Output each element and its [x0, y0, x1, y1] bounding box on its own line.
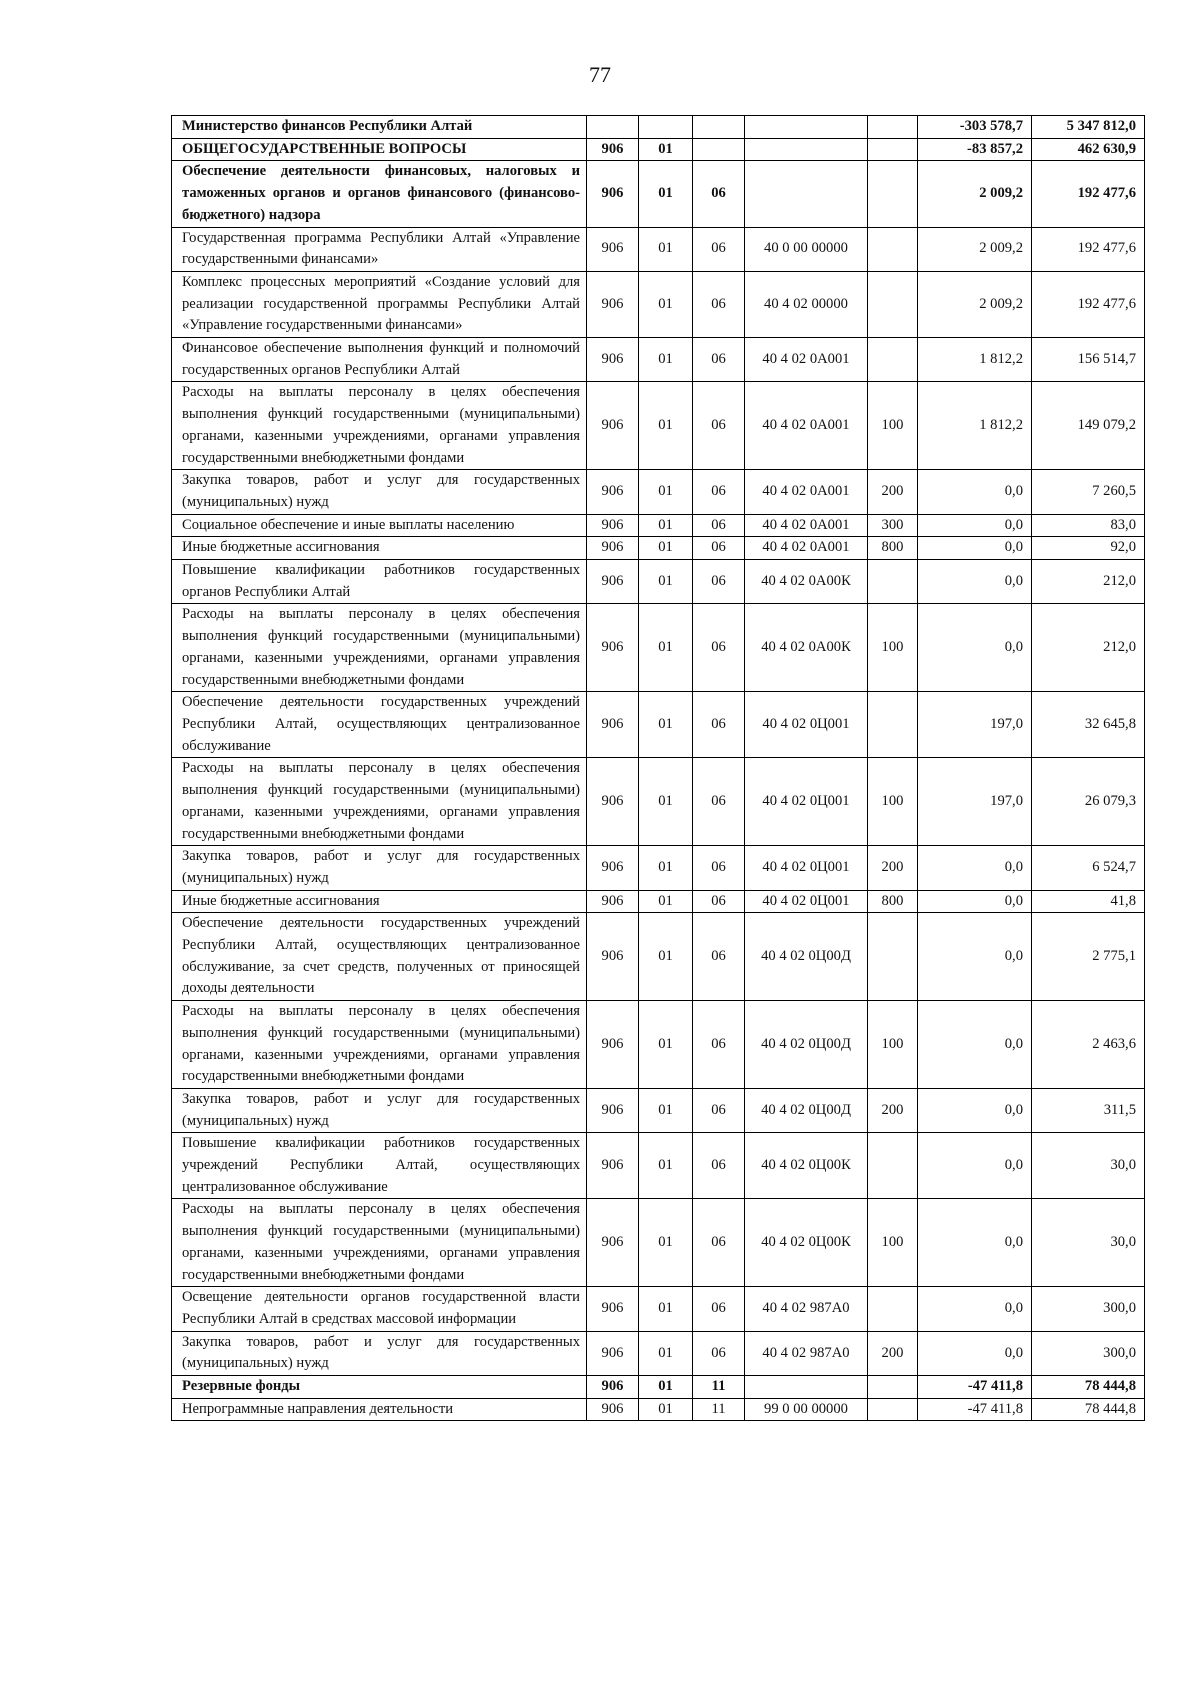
- row-expense-type: [868, 338, 918, 382]
- row-grbs-code: 906: [587, 537, 639, 560]
- table-row: [172, 537, 1145, 560]
- row-amount-total: 2 463,6: [1032, 1001, 1145, 1089]
- row-amount-change: 0,0: [918, 604, 1032, 692]
- row-amount-total: 92,0: [1032, 537, 1145, 560]
- row-grbs-code: 906: [587, 1199, 639, 1287]
- row-section-code: 01: [639, 338, 693, 382]
- row-section-code: [639, 116, 693, 139]
- row-name: Комплекс процессных мероприятий «Создание условий для реализации государственной программы Республики Алтай «Управление государственными финансами»: [172, 271, 587, 337]
- row-section-code: 01: [639, 161, 693, 227]
- row-grbs-code: 906: [587, 846, 639, 890]
- row-target-article: 40 4 02 0Ц001: [745, 692, 868, 758]
- row-amount-change: 0,0: [918, 1001, 1032, 1089]
- row-section-code: 01: [639, 846, 693, 890]
- row-name: Расходы на выплаты персоналу в целях обеспечения выполнения функций государственными (муниципальными) органами, казенными учреждениями, органами управления государственными внебюджетными фондами: [172, 1001, 587, 1089]
- row-amount-total: 2 775,1: [1032, 913, 1145, 1001]
- row-target-article: [745, 116, 868, 139]
- row-amount-total: 30,0: [1032, 1133, 1145, 1199]
- row-amount-change: 0,0: [918, 1287, 1032, 1331]
- row-name: Социальное обеспечение и иные выплаты населению: [172, 514, 587, 537]
- row-subsection-code: 06: [693, 1331, 745, 1375]
- row-grbs-code: 906: [587, 913, 639, 1001]
- row-subsection-code: 06: [693, 271, 745, 337]
- row-subsection-code: 06: [693, 514, 745, 537]
- row-section-code: 01: [639, 913, 693, 1001]
- row-amount-change: 0,0: [918, 514, 1032, 537]
- row-section-code: 01: [639, 1287, 693, 1331]
- row-target-article: 40 4 02 0Ц001: [745, 846, 868, 890]
- row-section-code: 01: [639, 692, 693, 758]
- row-section-code: 01: [639, 1133, 693, 1199]
- row-amount-change: 2 009,2: [918, 227, 1032, 271]
- row-amount-total: 30,0: [1032, 1199, 1145, 1287]
- row-expense-type: 100: [868, 604, 918, 692]
- row-subsection-code: 06: [693, 1001, 745, 1089]
- row-section-code: 01: [639, 1001, 693, 1089]
- row-expense-type: 800: [868, 537, 918, 560]
- row-amount-total: 192 477,6: [1032, 271, 1145, 337]
- row-target-article: 40 4 02 0А001: [745, 537, 868, 560]
- row-amount-change: 0,0: [918, 1199, 1032, 1287]
- row-target-article: 40 4 02 0Ц00Д: [745, 913, 868, 1001]
- row-grbs-code: 906: [587, 161, 639, 227]
- table-row: [172, 1001, 1145, 1089]
- table-row: [172, 1287, 1145, 1331]
- row-subsection-code: 06: [693, 161, 745, 227]
- row-target-article: [745, 161, 868, 227]
- row-amount-total: 41,8: [1032, 890, 1145, 913]
- row-subsection-code: 06: [693, 604, 745, 692]
- row-amount-change: 0,0: [918, 470, 1032, 514]
- row-subsection-code: 06: [693, 1133, 745, 1199]
- row-subsection-code: 11: [693, 1398, 745, 1421]
- row-target-article: 40 4 02 0А001: [745, 382, 868, 470]
- row-name: Непрограммные направления деятельности: [172, 1398, 587, 1421]
- row-section-code: 01: [639, 1331, 693, 1375]
- row-amount-total: 5 347 812,0: [1032, 116, 1145, 139]
- row-section-code: 01: [639, 1376, 693, 1399]
- row-expense-type: [868, 1376, 918, 1399]
- row-target-article: 40 4 02 0Ц00К: [745, 1133, 868, 1199]
- row-subsection-code: 06: [693, 913, 745, 1001]
- row-name: Закупка товаров, работ и услуг для государственных (муниципальных) нужд: [172, 846, 587, 890]
- row-amount-total: 83,0: [1032, 514, 1145, 537]
- row-section-code: 01: [639, 758, 693, 846]
- row-expense-type: 100: [868, 1199, 918, 1287]
- row-amount-total: 6 524,7: [1032, 846, 1145, 890]
- row-amount-change: -47 411,8: [918, 1398, 1032, 1421]
- row-expense-type: [868, 1133, 918, 1199]
- row-name: Министерство финансов Республики Алтай: [172, 116, 587, 139]
- row-section-code: 01: [639, 227, 693, 271]
- row-amount-change: 197,0: [918, 758, 1032, 846]
- table-row: [172, 514, 1145, 537]
- table-row: [172, 846, 1145, 890]
- table-row: [172, 382, 1145, 470]
- row-amount-total: 32 645,8: [1032, 692, 1145, 758]
- row-grbs-code: 906: [587, 1287, 639, 1331]
- row-amount-change: 0,0: [918, 1088, 1032, 1132]
- table-row: [172, 560, 1145, 604]
- row-grbs-code: 906: [587, 271, 639, 337]
- row-amount-change: 0,0: [918, 1133, 1032, 1199]
- row-amount-total: 149 079,2: [1032, 382, 1145, 470]
- row-grbs-code: 906: [587, 470, 639, 514]
- row-subsection-code: 06: [693, 1199, 745, 1287]
- row-section-code: 01: [639, 1088, 693, 1132]
- row-grbs-code: 906: [587, 1376, 639, 1399]
- row-subsection-code: 06: [693, 846, 745, 890]
- row-target-article: 40 4 02 00000: [745, 271, 868, 337]
- row-grbs-code: 906: [587, 1398, 639, 1421]
- row-subsection-code: 06: [693, 1088, 745, 1132]
- row-section-code: 01: [639, 537, 693, 560]
- row-grbs-code: 906: [587, 1331, 639, 1375]
- budget-table: [171, 115, 1145, 1421]
- row-amount-change: 0,0: [918, 1331, 1032, 1375]
- budget-table-body: [172, 116, 1145, 1421]
- row-expense-type: 100: [868, 382, 918, 470]
- row-grbs-code: 906: [587, 604, 639, 692]
- row-target-article: 40 4 02 0А001: [745, 470, 868, 514]
- table-row: [172, 890, 1145, 913]
- row-target-article: 40 4 02 0Ц001: [745, 890, 868, 913]
- row-subsection-code: 11: [693, 1376, 745, 1399]
- row-target-article: [745, 1376, 868, 1399]
- row-name: Расходы на выплаты персоналу в целях обеспечения выполнения функций государственными (муниципальными) органами, казенными учреждениями, органами управления государственными внебюджетными фондами: [172, 758, 587, 846]
- row-name: Обеспечение деятельности финансовых, налоговых и таможенных органов и органов финансового (финансово-бюджетного) надзора: [172, 161, 587, 227]
- row-grbs-code: [587, 116, 639, 139]
- row-amount-total: 462 630,9: [1032, 138, 1145, 161]
- row-grbs-code: 906: [587, 1088, 639, 1132]
- row-amount-total: 78 444,8: [1032, 1398, 1145, 1421]
- table-row: [172, 1199, 1145, 1287]
- row-amount-change: 197,0: [918, 692, 1032, 758]
- row-target-article: 40 4 02 0А00К: [745, 604, 868, 692]
- table-row: [172, 1376, 1145, 1399]
- table-row: [172, 161, 1145, 227]
- row-amount-total: 300,0: [1032, 1287, 1145, 1331]
- row-section-code: 01: [639, 890, 693, 913]
- row-grbs-code: 906: [587, 692, 639, 758]
- row-amount-total: 7 260,5: [1032, 470, 1145, 514]
- row-amount-change: 0,0: [918, 560, 1032, 604]
- table-row: [172, 227, 1145, 271]
- table-row: [172, 1088, 1145, 1132]
- row-target-article: 40 4 02 0А001: [745, 338, 868, 382]
- row-name: Расходы на выплаты персоналу в целях обеспечения выполнения функций государственными (муниципальными) органами, казенными учреждениями, органами управления государственными внебюджетными фондами: [172, 604, 587, 692]
- row-target-article: 99 0 00 00000: [745, 1398, 868, 1421]
- row-amount-change: -303 578,7: [918, 116, 1032, 139]
- row-name: Расходы на выплаты персоналу в целях обеспечения выполнения функций государственными (муниципальными) органами, казенными учреждениями, органами управления государственными внебюджетными фондами: [172, 1199, 587, 1287]
- row-amount-change: 1 812,2: [918, 338, 1032, 382]
- row-section-code: 01: [639, 560, 693, 604]
- row-amount-total: 212,0: [1032, 604, 1145, 692]
- row-expense-type: 100: [868, 1001, 918, 1089]
- row-expense-type: [868, 1287, 918, 1331]
- row-amount-total: 78 444,8: [1032, 1376, 1145, 1399]
- table-row: [172, 116, 1145, 139]
- row-name: Государственная программа Республики Алтай «Управление государственными финансами»: [172, 227, 587, 271]
- row-expense-type: [868, 271, 918, 337]
- row-amount-total: 192 477,6: [1032, 161, 1145, 227]
- row-name: Повышение квалификации работников государственных органов Республики Алтай: [172, 560, 587, 604]
- row-name: Иные бюджетные ассигнования: [172, 890, 587, 913]
- table-row: [172, 692, 1145, 758]
- row-expense-type: [868, 227, 918, 271]
- row-expense-type: 200: [868, 1331, 918, 1375]
- row-amount-change: 0,0: [918, 846, 1032, 890]
- row-target-article: 40 4 02 0А001: [745, 514, 868, 537]
- row-name: Финансовое обеспечение выполнения функций и полномочий государственных органов Республики Алтай: [172, 338, 587, 382]
- row-amount-change: -83 857,2: [918, 138, 1032, 161]
- row-expense-type: [868, 560, 918, 604]
- row-grbs-code: 906: [587, 382, 639, 470]
- row-name: Закупка товаров, работ и услуг для государственных (муниципальных) нужд: [172, 1088, 587, 1132]
- row-expense-type: [868, 116, 918, 139]
- row-amount-change: 2 009,2: [918, 161, 1032, 227]
- row-subsection-code: 06: [693, 758, 745, 846]
- table-row: [172, 338, 1145, 382]
- row-target-article: 40 4 02 0Ц00Д: [745, 1001, 868, 1089]
- row-target-article: 40 0 00 00000: [745, 227, 868, 271]
- row-expense-type: [868, 1398, 918, 1421]
- table-row: [172, 1398, 1145, 1421]
- row-expense-type: 100: [868, 758, 918, 846]
- row-name: Обеспечение деятельности государственных учреждений Республики Алтай, осуществляющих централизованное обслуживание, за счет средств, полученных от приносящей доходы деятельности: [172, 913, 587, 1001]
- row-subsection-code: 06: [693, 560, 745, 604]
- table-row: [172, 271, 1145, 337]
- row-grbs-code: 906: [587, 758, 639, 846]
- row-grbs-code: 906: [587, 227, 639, 271]
- row-section-code: 01: [639, 382, 693, 470]
- row-target-article: [745, 138, 868, 161]
- row-amount-change: 0,0: [918, 890, 1032, 913]
- row-expense-type: [868, 692, 918, 758]
- row-section-code: 01: [639, 1199, 693, 1287]
- row-name: Освещение деятельности органов государственной власти Республики Алтай в средствах массовой информации: [172, 1287, 587, 1331]
- row-name: Обеспечение деятельности государственных учреждений Республики Алтай, осуществляющих централизованное обслуживание: [172, 692, 587, 758]
- row-name: ОБЩЕГОСУДАРСТВЕННЫЕ ВОПРОСЫ: [172, 138, 587, 161]
- row-subsection-code: [693, 138, 745, 161]
- row-name: Закупка товаров, работ и услуг для государственных (муниципальных) нужд: [172, 470, 587, 514]
- row-expense-type: 200: [868, 846, 918, 890]
- row-subsection-code: 06: [693, 227, 745, 271]
- row-amount-change: 2 009,2: [918, 271, 1032, 337]
- row-section-code: 01: [639, 470, 693, 514]
- row-grbs-code: 906: [587, 560, 639, 604]
- row-expense-type: [868, 161, 918, 227]
- row-target-article: 40 4 02 987А0: [745, 1287, 868, 1331]
- row-section-code: 01: [639, 604, 693, 692]
- row-name: Расходы на выплаты персоналу в целях обеспечения выполнения функций государственными (муниципальными) органами, казенными учреждениями, органами управления государственными внебюджетными фондами: [172, 382, 587, 470]
- row-amount-total: 300,0: [1032, 1331, 1145, 1375]
- table-row: [172, 913, 1145, 1001]
- row-target-article: 40 4 02 0А00К: [745, 560, 868, 604]
- table-row: [172, 1331, 1145, 1375]
- row-amount-total: 156 514,7: [1032, 338, 1145, 382]
- row-section-code: 01: [639, 271, 693, 337]
- row-grbs-code: 906: [587, 514, 639, 537]
- row-amount-change: 0,0: [918, 913, 1032, 1001]
- table-row: [172, 604, 1145, 692]
- row-expense-type: 200: [868, 470, 918, 514]
- row-section-code: 01: [639, 1398, 693, 1421]
- row-expense-type: 800: [868, 890, 918, 913]
- row-subsection-code: 06: [693, 382, 745, 470]
- table-row: [172, 470, 1145, 514]
- row-name: Иные бюджетные ассигнования: [172, 537, 587, 560]
- row-subsection-code: 06: [693, 890, 745, 913]
- row-grbs-code: 906: [587, 890, 639, 913]
- row-target-article: 40 4 02 987А0: [745, 1331, 868, 1375]
- row-target-article: 40 4 02 0Ц00К: [745, 1199, 868, 1287]
- row-amount-total: 212,0: [1032, 560, 1145, 604]
- row-amount-change: 1 812,2: [918, 382, 1032, 470]
- row-grbs-code: 906: [587, 1133, 639, 1199]
- row-expense-type: [868, 138, 918, 161]
- row-grbs-code: 906: [587, 1001, 639, 1089]
- table-row: [172, 1133, 1145, 1199]
- row-section-code: 01: [639, 138, 693, 161]
- row-amount-change: -47 411,8: [918, 1376, 1032, 1399]
- row-grbs-code: 906: [587, 138, 639, 161]
- row-name: Повышение квалификации работников государственных учреждений Республики Алтай, осуществляющих централизованное обслуживание: [172, 1133, 587, 1199]
- row-name: Закупка товаров, работ и услуг для государственных (муниципальных) нужд: [172, 1331, 587, 1375]
- row-subsection-code: 06: [693, 1287, 745, 1331]
- row-expense-type: 200: [868, 1088, 918, 1132]
- row-amount-total: 26 079,3: [1032, 758, 1145, 846]
- row-name: Резервные фонды: [172, 1376, 587, 1399]
- row-subsection-code: 06: [693, 470, 745, 514]
- row-subsection-code: 06: [693, 537, 745, 560]
- row-expense-type: [868, 913, 918, 1001]
- row-target-article: 40 4 02 0Ц001: [745, 758, 868, 846]
- table-row: [172, 138, 1145, 161]
- row-grbs-code: 906: [587, 338, 639, 382]
- row-subsection-code: 06: [693, 692, 745, 758]
- page-number: 77: [589, 62, 611, 87]
- row-amount-change: 0,0: [918, 537, 1032, 560]
- row-section-code: 01: [639, 514, 693, 537]
- row-amount-total: 192 477,6: [1032, 227, 1145, 271]
- row-expense-type: 300: [868, 514, 918, 537]
- row-subsection-code: 06: [693, 338, 745, 382]
- row-amount-total: 311,5: [1032, 1088, 1145, 1132]
- row-target-article: 40 4 02 0Ц00Д: [745, 1088, 868, 1132]
- table-row: [172, 758, 1145, 846]
- row-subsection-code: [693, 116, 745, 139]
